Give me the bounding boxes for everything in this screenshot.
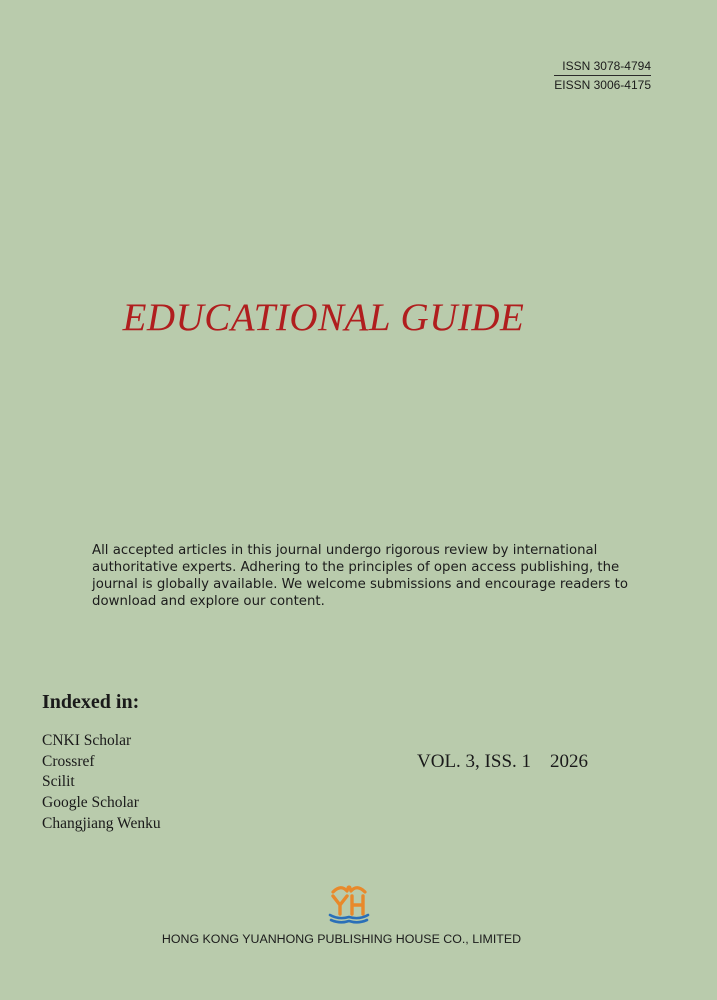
journal-title: EDUCATIONAL GUIDE	[122, 296, 525, 339]
issn-print: ISSN 3078-4794	[554, 58, 651, 76]
issue-year: 2026	[550, 751, 589, 772]
index-item-changjiang-wenku: Changjiang Wenku	[42, 814, 161, 832]
indexed-heading: Indexed in:	[42, 691, 140, 713]
publisher-name: HONG KONG YUANHONG PUBLISHING HOUSE CO., LIMITED	[161, 932, 522, 946]
volume-issue: VOL. 3, ISS. 1	[417, 751, 532, 772]
yh-book-logo-icon	[327, 883, 371, 925]
index-item-scilit: Scilit	[42, 773, 75, 791]
index-item-cnki: CNKI Scholar	[42, 732, 132, 749]
issn-electronic: EISSN 3006-4175	[554, 78, 651, 92]
index-item-crossref: Crossref	[42, 752, 95, 770]
index-item-google-scholar: Google Scholar	[42, 794, 139, 812]
journal-description: All accepted articles in this journal undergo rigorous review by international authoritative experts. Adhering to the principles of open access publishing, the journal is globally available. We welcome submissions and encourage readers to download and explore our content.	[92, 543, 628, 609]
volume-line	[417, 751, 588, 773]
index-list	[42, 731, 161, 835]
issn-block	[554, 58, 651, 93]
